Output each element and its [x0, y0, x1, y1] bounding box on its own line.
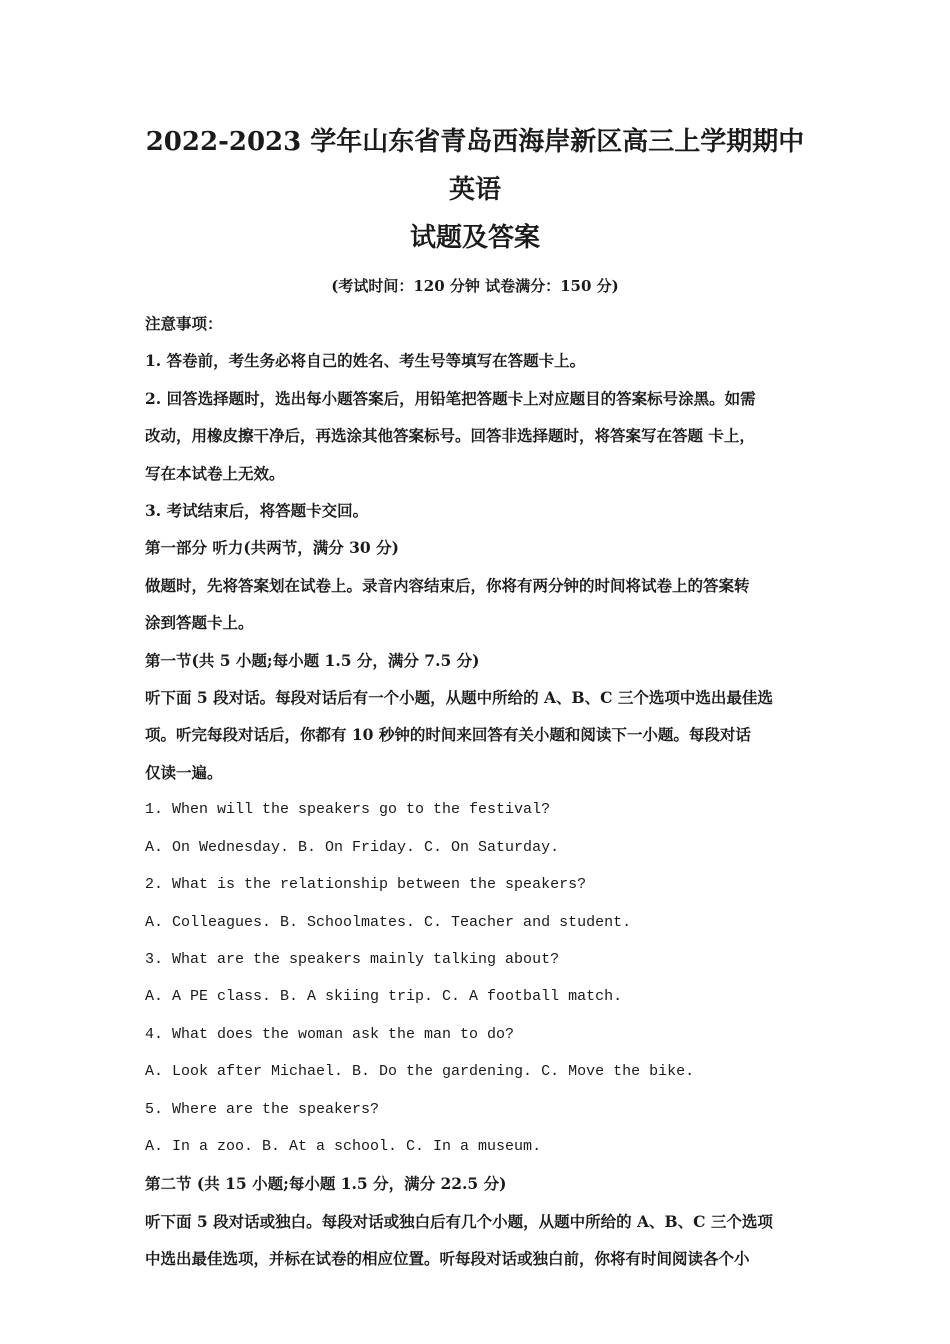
text-line: 第一节(共 5 小题;每小题 1.5 分，满分 7.5 分) [145, 650, 480, 670]
text-line: 第二节 (共 15 小题;每小题 1.5 分，满分 22.5 分) [145, 1174, 507, 1194]
text-line: 改动，用橡皮擦干净后，再选涂其他答案标号。回答非选择题时，将答案写在答题 卡上， [145, 426, 755, 446]
text-line: A. Look after Michael. B. Do the gardening. C. Move the bike. [145, 1063, 695, 1081]
text-line: A. On Wednesday. B. On Friday. C. On Saturday. [145, 838, 560, 856]
document-title [145, 118, 805, 262]
text-line: 1. 答卷前，考生务必将自己的姓名、考生号等填写在答题卡上。 [145, 351, 586, 371]
text-line: 注意事项： [145, 314, 223, 333]
text-line: 听下面 5 段对话。每段对话后有一个小题，从题中所给的 A、B、C 三个选项中选出最佳选 [145, 688, 773, 708]
text-line: 1. When will the speakers go to the festival? [145, 801, 551, 819]
text-line: 项。听完每段对话后，你都有 10 秒钟的时间来回答有关小题和阅读下一小题。每段对话 [145, 725, 751, 745]
text-line: 中选出最佳选项，并标在试卷的相应位置。听每段对话或独白前，你将有时间阅读各个小 [145, 1249, 750, 1269]
text-line: 第一部分 听力(共两节，满分 30 分) [145, 538, 399, 558]
text-line: A. A PE class. B. A skiing trip. C. A football match. [145, 988, 623, 1006]
text-line: 听下面 5 段对话或独白。每段对话或独白后有几个小题，从题中所给的 A、B、C 三个选项 [145, 1211, 773, 1231]
text-line: 2. What is the relationship between the speakers? [145, 876, 587, 894]
text-line: 4. What does the woman ask the man to do? [145, 1025, 515, 1043]
exam-info: (考试时间：120 分钟 试卷满分：150 分) [331, 277, 619, 295]
title-line-1: 2022-2023 学年山东省青岛西海岸新区高三上学期期中英语 [145, 127, 805, 205]
text-line: 3. 考试结束后，将答题卡交回。 [145, 501, 369, 521]
text-line: 写在本试卷上无效。 [145, 463, 285, 483]
text-line: 涂到答题卡上。 [145, 613, 254, 633]
text-line: A. Colleagues. B. Schoolmates. C. Teacher and student. [145, 913, 632, 931]
text-line: 2. 回答选择题时，选出每小题答案后，用铅笔把答题卡上对应题目的答案标号涂黑。如需 [145, 388, 756, 408]
text-line: 3. What are the speakers mainly talking about? [145, 950, 560, 968]
text-line: 仅读一遍。 [145, 762, 223, 782]
text-line: 5. Where are the speakers? [145, 1100, 380, 1118]
text-line: 做题时，先将答案划在试卷上。录音内容结束后，你将有两分钟的时间将试卷上的答案转 [145, 575, 750, 595]
title-line-2: 试题及答案 [409, 223, 540, 253]
text-line: A. In a zoo. B. At a school. C. In a museum. [145, 1137, 542, 1155]
document-body [145, 305, 805, 1278]
